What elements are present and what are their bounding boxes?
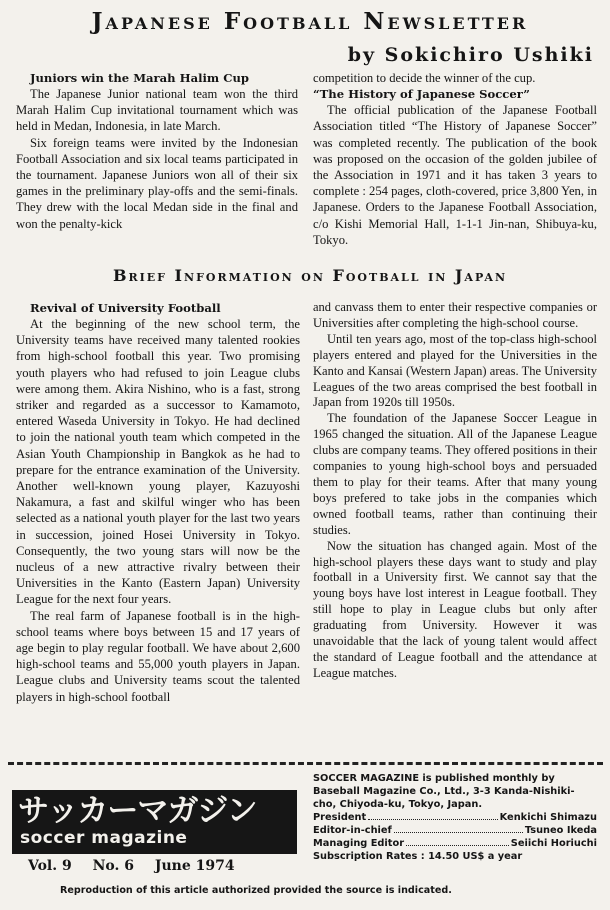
university-heading: Revival of University Football: [30, 301, 221, 315]
staff-role: Editor-in-chief: [313, 825, 392, 836]
staff-row-editor: [313, 824, 597, 837]
university-paragraph-5: Now the situation has changed again. Most of the high-school players these days want to study and play football in a University first. We cannot say that the young boys have lost interest in League football. They still hope to play in League clubs but only after graduating from University. However it was unavoidable that the lack of young talent would affect the standard of League football and the attendance at League matches.: [313, 538, 597, 680]
staff-role: President: [313, 812, 367, 823]
soccer-magazine-logo: [12, 790, 297, 854]
juniors-paragraph-2: Six foreign teams were invited by the Indonesian Football Association and six local teams participated in the tournament. Japanese Juniors won all of their six games in the preliminary play-offs and the semi-finals. They drew with the local Medan side in the final and won the penalty-kick: [16, 135, 298, 231]
staff-row-president: [313, 811, 597, 824]
university-article-continued: [313, 300, 597, 682]
staff-name: Kenkichi Shimazu: [499, 812, 597, 823]
juniors-paragraph-2-continued: competition to decide the winner of the cup.: [313, 71, 536, 85]
history-paragraph-1: The official publication of the Japanese Football Association titled “The History of Japanese Soccer” was completed recently. The publication of the book was proposed on the occasion of the golden jubilee of the Association in 1971 and it has taken 3 years to complete : 254 pages, cloth-covered, price 3,800 Yen, in Japanese. Orders to the Japanese Football Association, c/o Kishi Memorial Hall, 1-1-1 Jin-nan, Shibuya-ku, Tokyo.: [313, 103, 597, 247]
university-article: [16, 300, 300, 705]
juniors-paragraph-1: The Japanese Junior national team won the third Marah Halim Cup invitational tournament which was held in Medan, Indonesia, in late March.: [16, 87, 298, 134]
issue-date: June 1974: [154, 858, 235, 874]
number-label: No. 6: [92, 858, 134, 874]
staff-role: Managing Editor: [313, 838, 405, 849]
author-byline: by Sokichiro Ushiki: [347, 44, 594, 66]
logo-japanese-text: サッカーマガジン: [18, 793, 257, 829]
university-paragraph-2-continued: and canvass them to enter their respective companies or Universities after completing the high-school course.: [313, 300, 597, 330]
staff-row-managing-editor: [313, 837, 597, 850]
issue-info: [28, 858, 251, 874]
leader-dots: [368, 811, 497, 820]
university-paragraph-1: At the beginning of the new school term, the University teams have received many talented rookies from high-school football this year. Two promising youth players who had refused to join League clubs were among them. Akira Nishino, who is a fast, strong striker and regarded as a successor to Kamamoto, entered Waseda University in Tokyo. He had declined to join the national youth team which competed in the Asian Youth Championship in Bangkok as he had to prepare for the entrance examination of the University. Another well-known young player, Kazuyoshi Nakamura, a fast and skilful winger who has been selected as a national youth player for the last two years in succession, joined Hosei University in Tokyo. Consequently, the two young stars will now be the nucleus of a new attractive rivalry between their Universities in the Kanto (Eastern Japan) University League for the next four years.: [16, 317, 300, 607]
reproduction-note: Reproduction of this article authorized provided the source is indicated.: [60, 885, 452, 896]
leader-dots: [394, 824, 523, 833]
history-heading: “The History of Japanese Soccer”: [313, 87, 530, 102]
logo-english-text: soccer magazine: [20, 828, 188, 848]
publisher-info: [313, 772, 597, 863]
university-paragraph-3: Until ten years ago, most of the top-class high-school players entered and played for the Universities in the Kanto and Kansai (Western Japan) areas. The University Leagues of the two areas comprised the best football in Japan from 1920s till 1950s.: [313, 331, 597, 410]
brief-information-heading: Brief Information on Football in Japan: [112, 266, 508, 285]
staff-name: Seiichi Horiuchi: [510, 838, 597, 849]
section-divider: [8, 762, 603, 765]
newsletter-title: Japanese Football Newsletter: [91, 8, 529, 35]
juniors-heading: Juniors win the Marah Halim Cup: [30, 71, 249, 85]
staff-name: Tsuneo Ikeda: [524, 825, 597, 836]
university-paragraph-2: The real farm of Japanese football is in the high-school teams where boys between 15 and 17 years of age begin to play regular football. We have about 2,600 high-school teams and 55,000 youth players in Japan. League clubs and University teams scout the talented players in high-school football: [16, 608, 300, 704]
juniors-article: [16, 70, 298, 232]
volume-label: Vol. 9: [28, 858, 72, 874]
subscription-rates: Subscription Rates : 14.50 US$ a year: [313, 851, 523, 862]
leader-dots: [406, 837, 509, 846]
history-article: [313, 70, 597, 248]
publisher-text: SOCCER MAGAZINE is published monthly by Baseball Magazine Co., Ltd., 3-3 Kanda-Nishiki-cho, Chiyoda-ku, Tokyo, Japan.: [313, 773, 575, 810]
university-paragraph-4: The foundation of the Japanese Soccer League in 1965 changed the situation. All of the Japanese League clubs are company teams. They offered positions in their companies to young high-school boys and persuaded them to play for their teams. After that many young boys prefered to take jobs in the companies which owned football teams, rather than continuing their studies.: [313, 411, 597, 537]
